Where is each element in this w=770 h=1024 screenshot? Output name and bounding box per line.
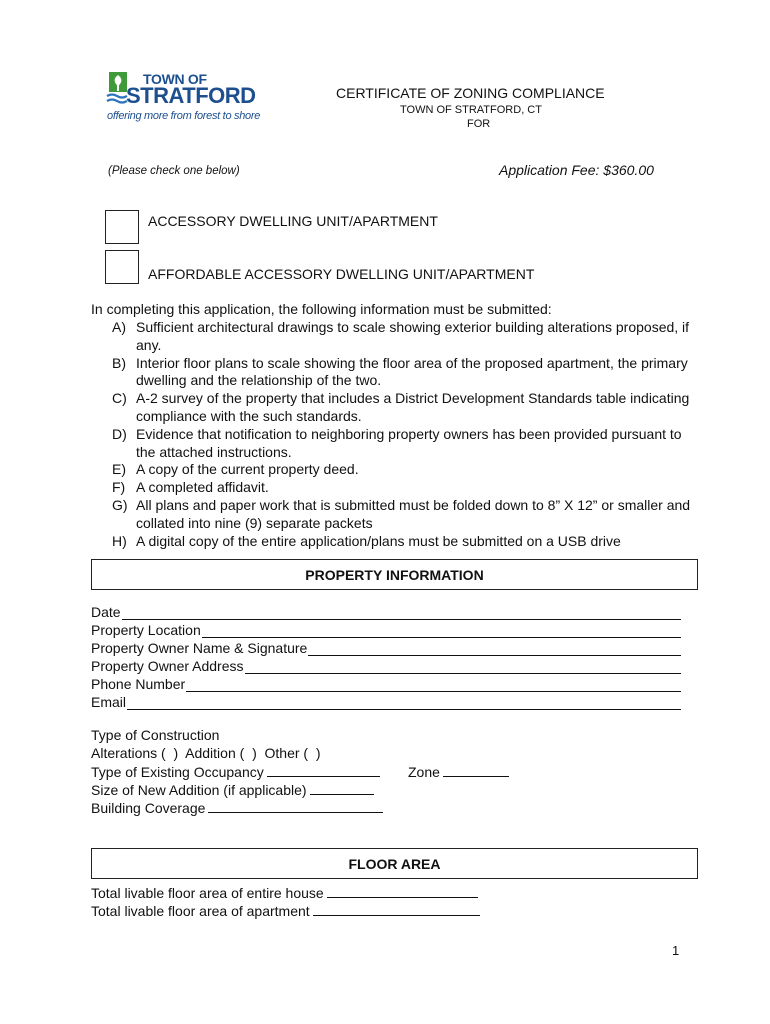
logo-name: STRATFORD xyxy=(126,83,256,108)
logo-tagline: offering more from forest to shore xyxy=(107,110,261,122)
list-item: D) Evidence that notification to neighboring property owners has been provided pursuant to the attached instructions. xyxy=(112,425,682,460)
date-field[interactable] xyxy=(91,602,681,620)
email-line[interactable] xyxy=(127,695,681,710)
check-one-note: (Please check one below) xyxy=(108,165,240,177)
zone-label: Zone xyxy=(408,764,440,780)
apartment-floor-area-line[interactable] xyxy=(313,902,480,916)
list-item: H) A digital copy of the entire application/plans must be submitted on a USB drive xyxy=(112,532,621,549)
owner-name-field[interactable] xyxy=(91,638,681,656)
floor-area-heading: FLOOR AREA xyxy=(91,848,698,879)
logo-town-of: TOWN OF xyxy=(143,71,207,87)
property-location-label: Property Location xyxy=(91,622,201,638)
option-affordable-adu-label: AFFORDABLE ACCESSORY DWELLING UNIT/APARTMENT xyxy=(148,266,535,282)
apartment-floor-area-field[interactable] xyxy=(91,902,480,919)
existing-occupancy-line[interactable] xyxy=(267,763,380,777)
list-item: E) A copy of the current property deed. xyxy=(112,461,359,478)
date-label: Date xyxy=(91,604,121,620)
option-adu-checkbox[interactable] xyxy=(105,210,139,244)
property-information-heading: PROPERTY INFORMATION xyxy=(91,559,698,590)
house-floor-area-label: Total livable floor area of entire house xyxy=(91,885,324,901)
phone-field[interactable] xyxy=(91,674,681,692)
building-coverage-field[interactable] xyxy=(91,799,383,816)
property-location-field[interactable] xyxy=(91,620,681,638)
list-item: G) All plans and paper work that is submitted must be folded down to 8” X 12” or smaller and collated into nine (9) separate packets xyxy=(112,496,691,531)
page-number: 1 xyxy=(672,943,680,958)
owner-address-label: Property Owner Address xyxy=(91,658,244,674)
owner-address-field[interactable] xyxy=(91,656,681,674)
document-title: CERTIFICATE OF ZONING COMPLIANCE xyxy=(336,85,605,101)
email-field[interactable] xyxy=(91,692,681,710)
existing-occupancy-label: Type of Existing Occupancy xyxy=(91,764,264,780)
date-line[interactable] xyxy=(122,605,681,620)
document-for: FOR xyxy=(467,118,491,130)
list-item: C) A-2 survey of the property that includes a District Development Standards table indicating compliance with the such standards. xyxy=(112,390,690,424)
apartment-floor-area-label: Total livable floor area of apartment xyxy=(91,903,310,919)
new-addition-label: Size of New Addition (if applicable) xyxy=(91,782,307,798)
owner-address-line[interactable] xyxy=(245,659,681,674)
owner-name-label: Property Owner Name & Signature xyxy=(91,640,308,656)
phone-label: Phone Number xyxy=(91,676,186,692)
document-subtitle: TOWN OF STRATFORD, CT xyxy=(400,104,542,116)
owner-name-line[interactable] xyxy=(308,641,681,656)
application-fee: Application Fee: $360.00 xyxy=(499,162,654,178)
new-addition-field[interactable] xyxy=(91,781,374,798)
property-location-line[interactable] xyxy=(202,623,681,638)
zone-line[interactable] xyxy=(443,763,509,777)
requirements-intro: In completing this application, the following information must be submitted: xyxy=(91,301,552,317)
construction-choices[interactable]: Alterations ( ) Addition ( ) Other ( ) xyxy=(91,745,321,761)
existing-occupancy-field[interactable] xyxy=(91,763,380,780)
option-affordable-adu-checkbox[interactable] xyxy=(105,250,139,284)
option-adu-label: ACCESSORY DWELLING UNIT/APARTMENT xyxy=(148,213,438,229)
list-item: A) Sufficient architectural drawings to scale showing exterior building alterations proposed, if any. xyxy=(112,319,690,353)
list-item: B) Interior floor plans to scale showing the floor area of the proposed apartment, the primary dwelling and the relationship of the two. xyxy=(112,354,688,389)
requirements-list xyxy=(112,319,696,550)
zone-field[interactable] xyxy=(408,763,509,780)
phone-line[interactable] xyxy=(186,677,681,692)
email-label: Email xyxy=(91,694,127,710)
town-logo xyxy=(106,69,276,127)
house-floor-area-field[interactable] xyxy=(91,884,478,901)
house-floor-area-line[interactable] xyxy=(327,884,478,898)
building-coverage-line[interactable] xyxy=(208,799,383,813)
type-of-construction-label: Type of Construction xyxy=(91,727,220,743)
list-item: F) A completed affidavit. xyxy=(112,479,269,496)
building-coverage-label: Building Coverage xyxy=(91,800,206,816)
new-addition-line[interactable] xyxy=(310,781,374,795)
